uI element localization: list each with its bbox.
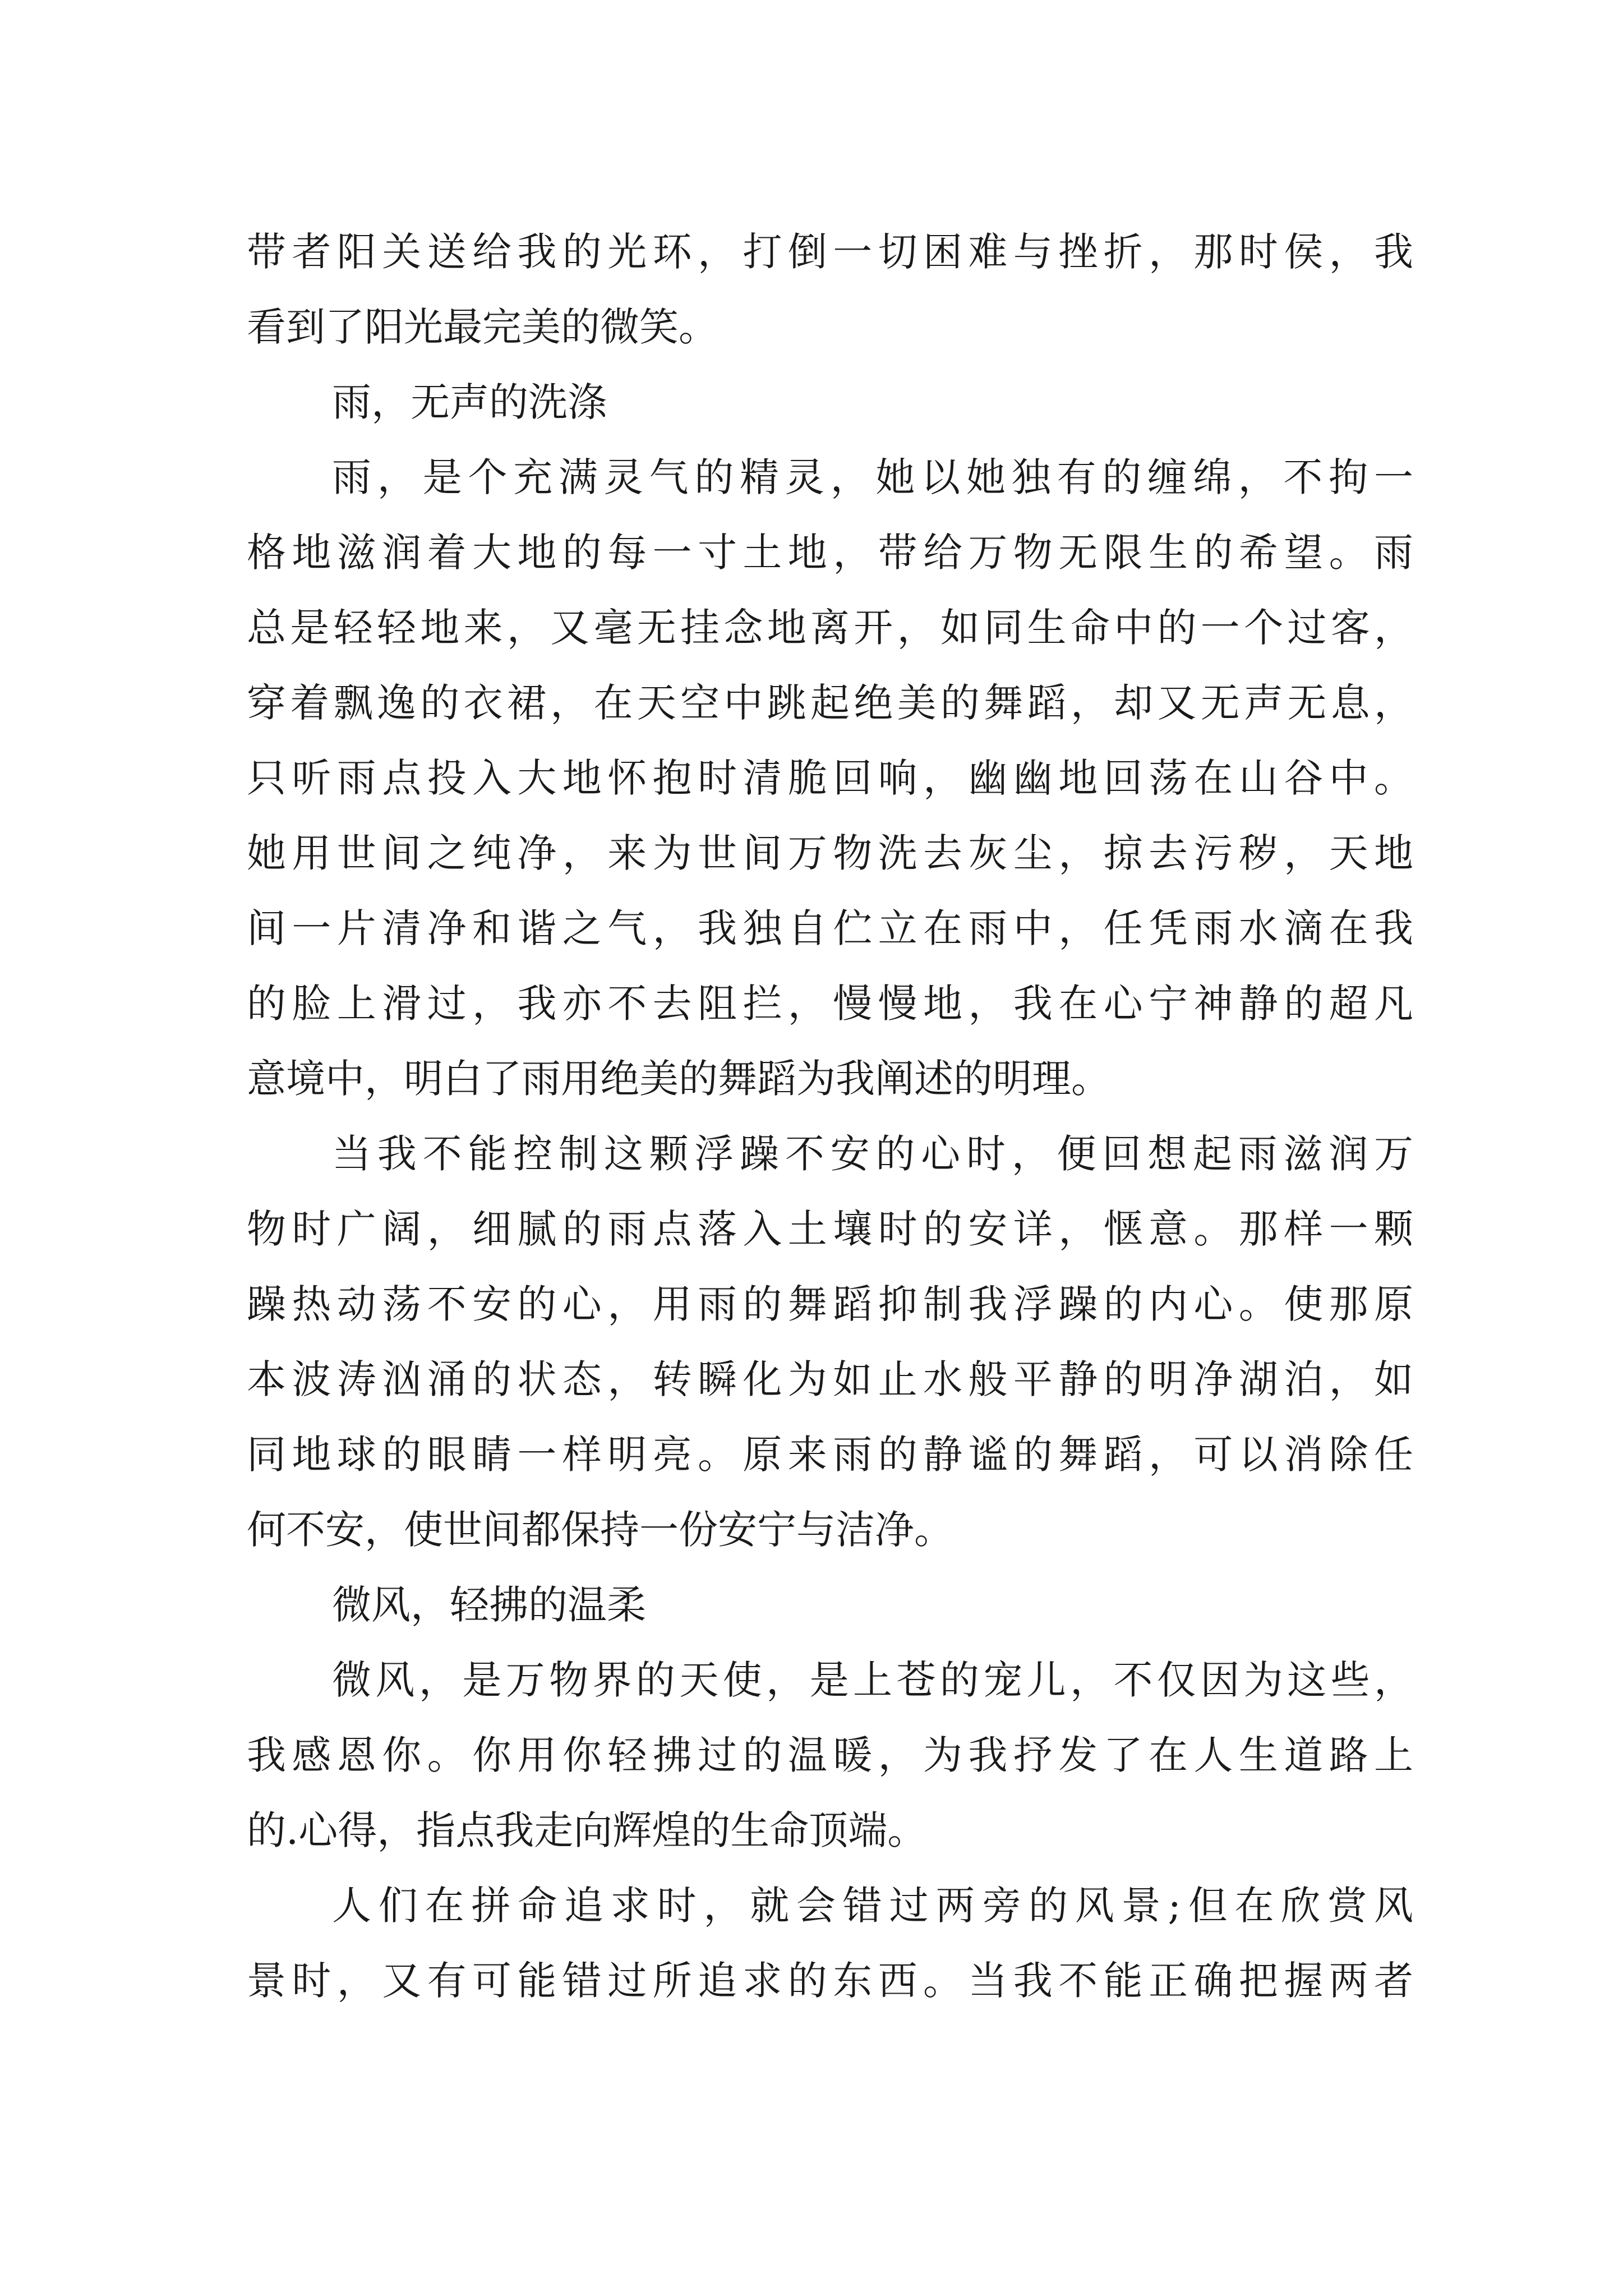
paragraph-line: 微风，是万物界的天使，是上苍的宠儿，不仅因为这些，	[332, 1657, 1413, 1703]
section-heading: 雨，无声的洗涤	[332, 379, 607, 425]
paragraph-line: 她用世间之纯净，来为世间万物洗去灰尘，掠去污秽，天地	[247, 830, 1413, 876]
paragraph-line: 人们在拼命追求时，就会错过两旁的风景;但在欣赏风	[332, 1883, 1413, 1929]
paragraph-line: 同地球的眼睛一样明亮。原来雨的静谧的舞蹈，可以消除任	[247, 1432, 1413, 1478]
body-text	[247, 214, 1413, 2018]
paragraph-line: 本波涛汹涌的状态，转瞬化为如止水般平静的明净湖泊，如	[247, 1356, 1413, 1402]
paragraph-line: 总是轻轻地来，又毫无挂念地离开，如同生命中的一个过客，	[247, 605, 1413, 651]
paragraph-line: 只听雨点投入大地怀抱时清脆回响，幽幽地回荡在山谷中。	[247, 755, 1413, 801]
paragraph-line: 物时广阔，细腻的雨点落入土壤时的安详，惬意。那样一颗	[247, 1206, 1413, 1252]
paragraph-line: 何不安，使世间都保持一份安宁与洁净。	[247, 1507, 953, 1553]
paragraph-line: 躁热动荡不安的心，用雨的舞蹈抑制我浮躁的内心。使那原	[247, 1281, 1413, 1327]
paragraph-line: 意境中，明白了雨用绝美的舞蹈为我阐述的明理。	[247, 1056, 1110, 1102]
paragraph-line: 的.心得，指点我走向辉煌的生命顶端。	[247, 1807, 927, 1853]
paragraph-line: 景时，又有可能错过所追求的东西。当我不能正确把握两者	[247, 1958, 1413, 2004]
paragraph-line: 雨，是个充满灵气的精灵，她以她独有的缠绵，不拘一	[332, 454, 1413, 500]
paragraph-line: 格地滋润着大地的每一寸土地，带给万物无限生的希望。雨	[247, 530, 1413, 576]
paragraph-line: 看到了阳光最完美的微笑。	[247, 304, 718, 350]
paragraph-line: 穿着飘逸的衣裙，在天空中跳起绝美的舞蹈，却又无声无息，	[247, 680, 1413, 726]
paragraph-line: 我感恩你。你用你轻拂过的温暖，为我抒发了在人生道路上	[247, 1732, 1413, 1778]
section-heading: 微风，轻拂的温柔	[332, 1582, 646, 1628]
paragraph-line: 的脸上滑过，我亦不去阻拦，慢慢地，我在心宁神静的超凡	[247, 981, 1413, 1027]
paragraph-line: 间一片清净和谐之气，我独自伫立在雨中，任凭雨水滴在我	[247, 905, 1413, 951]
paragraph-line: 当我不能控制这颗浮躁不安的心时，便回想起雨滋润万	[332, 1131, 1413, 1177]
paragraph-line: 带者阳关送给我的光环，打倒一切困难与挫折，那时侯，我	[247, 229, 1413, 275]
